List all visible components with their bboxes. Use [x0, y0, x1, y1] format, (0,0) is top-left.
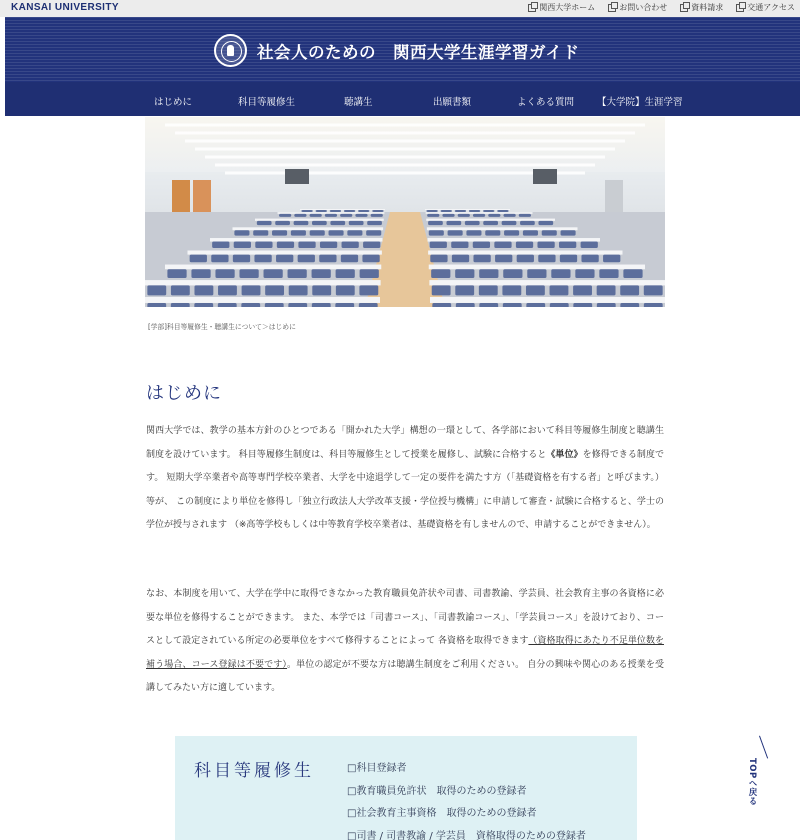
panel-item-librarian-curator[interactable]: □司書 / 司書教諭 / 学芸員 資格取得のための登録者: [347, 830, 586, 840]
external-link-icon: [528, 4, 536, 12]
credit-emphasis: 《単位》: [546, 449, 583, 460]
site-title[interactable]: [214, 34, 580, 67]
main-nav: [5, 82, 800, 116]
nav-item-auditor[interactable]: 聴講生: [344, 97, 373, 108]
header-banner: [5, 17, 800, 82]
nav-item-application[interactable]: 出願書類: [433, 97, 472, 108]
panel-item-social-education[interactable]: □社会教育主事資格 取得のための登録者: [347, 808, 537, 820]
link-access-label: 交通アクセス: [747, 3, 795, 12]
university-name[interactable]: KANSAI UNIVERSITY: [11, 2, 119, 13]
qualification-text-a: なお、本制度を用いて、大学在学中に取得できなかった教育職員免許状や司書、司書教諭、学芸員、社会教育主事の各資格に必要な単位を修得することができます。 また、本学では「司書コース」、「司書教諭コース」、「学芸員コース」を設けており、コースとして設定されている所定の必要単位をすべて修得することによって 各資格を取得できます: [146, 589, 664, 646]
qualification-text-b: 。単位の認定が不要な方は聴講生制度をご利用ください。 自分の興味や関心のある授業を受講してみたい方に適しています。: [146, 659, 664, 693]
nav-item-graduate[interactable]: 【大学院】生涯学習: [597, 97, 683, 108]
external-link-icon: [736, 4, 744, 12]
nav-item-faq[interactable]: よくある質問: [517, 97, 575, 108]
back-to-top[interactable]: [744, 734, 766, 810]
link-brochure[interactable]: [680, 2, 723, 13]
site-title-text: 社会人のための 関西大学生涯学習ガイド: [257, 42, 580, 62]
breadcrumb: [学部]科目等履修生・聴講生について＞はじめに: [148, 323, 296, 331]
link-home-label: 関西大学ホーム: [539, 3, 596, 12]
panel-list: [347, 758, 586, 840]
page-title: はじめに: [146, 383, 222, 404]
intro-paragraph: [146, 420, 664, 538]
utility-links: [528, 2, 795, 13]
back-to-top-label: TOPへ戻る: [747, 758, 757, 806]
link-access[interactable]: [736, 2, 795, 13]
panel-item-course-registrant[interactable]: □科目登録者: [347, 763, 407, 775]
nav-item-intro[interactable]: はじめに: [154, 97, 193, 108]
panel-item-teaching-license[interactable]: □教育職員免許状 取得のための登録者: [347, 785, 527, 797]
intro-text-a: 関西大学では、教学の基本方針のひとつである「開かれた大学」構想の一環として、各学部において科目等履修生制度と聴講生制度を設けています。 科目等履修生制度は、科目等履修生として授業を履修し、試験に合格すると: [146, 426, 664, 460]
link-contact-label: お問い合わせ: [619, 3, 668, 12]
external-link-icon: [608, 4, 616, 12]
utility-bar: [0, 0, 800, 17]
lecture-hall-illustration: [145, 117, 665, 307]
external-link-icon: [680, 4, 688, 12]
panel-title: 科目等履修生: [194, 761, 314, 781]
course-registration-note: （資格取得にあたり不足単位数を補う場合、コース登録は不要です）: [146, 636, 664, 670]
link-home[interactable]: [528, 2, 595, 13]
link-brochure-label: 資料請求: [691, 3, 724, 12]
intro-text-b: を修得できる制度です。 短期大学卒業者や高等専門学校卒業者、大学を中途退学して一定の要件を満たす方（「基礎資格を有する者」と呼びます。）等が、 この制度により単位を修得し「独立行政法人大学改革支援・学位授与機構」に申請して審査・試験に合格すると、学士の学位が授与されます （※高等学校もしくは中等教育学校卒業者は、基礎資格を有しませんので、申請することができません）。: [146, 449, 664, 530]
university-emblem-icon: [214, 34, 247, 67]
arrow-up-icon: [759, 736, 768, 759]
lecture-hall-photo: [145, 117, 665, 307]
link-contact[interactable]: [608, 2, 667, 13]
credit-student-panel: [175, 736, 637, 840]
qualification-paragraph: [146, 583, 664, 701]
nav-item-credit-student[interactable]: 科目等履修生: [238, 97, 296, 108]
